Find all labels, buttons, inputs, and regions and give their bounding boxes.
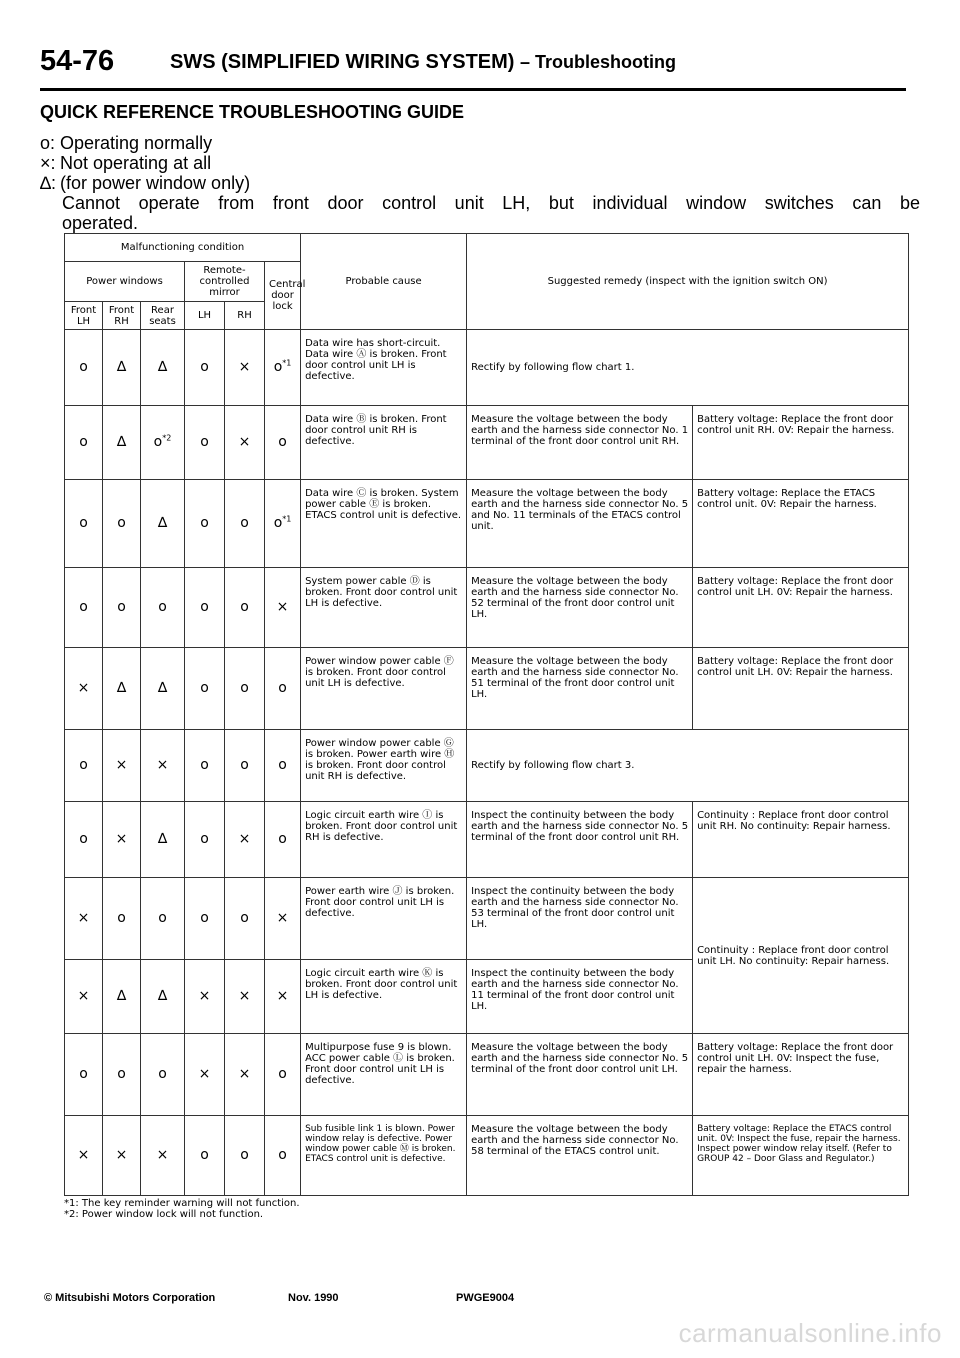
header-mirror-lh: LH [185, 302, 225, 330]
status-front-lh [65, 1034, 103, 1116]
status-symbol: × [238, 831, 251, 847]
status-symbol: o [200, 434, 209, 450]
status-symbol: ∆ [116, 988, 127, 1004]
probable-cause: Power window power cable Ⓖ is broken. Power earth wire Ⓗ is broken. Front door control unit RH is defective. [301, 730, 467, 802]
status-front-lh [65, 480, 103, 568]
status-symbol: o [200, 680, 209, 696]
status-mirror-lh [185, 730, 225, 802]
status-symbol: × [77, 910, 90, 926]
probable-cause: Logic circuit earth wire Ⓘ is broken. Front door control unit RH is defective. [301, 802, 467, 878]
status-symbol: o [158, 599, 167, 615]
status-mirror-lh [185, 1116, 225, 1196]
status-symbol: o [79, 831, 88, 847]
table-row [65, 1034, 909, 1116]
status-symbol: o [240, 910, 249, 926]
status-mirror-rh [225, 406, 265, 480]
status-symbol: × [238, 1066, 251, 1082]
status-rear-seats [141, 960, 185, 1034]
status-front-lh [65, 730, 103, 802]
status-front-rh [103, 406, 141, 480]
remedy-result: Continuity : Replace front door control unit LH. No continuity: Repair harness. [693, 878, 909, 1034]
status-mirror-lh [185, 406, 225, 480]
inspection-step: Measure the voltage between the body earth and the harness side connector No. 51 terminal of the front door control unit LH. [467, 648, 693, 730]
status-symbol: ∆ [116, 434, 127, 450]
status-symbol: o [200, 359, 209, 375]
probable-cause: Sub fusible link 1 is blown. Power window relay is defective. Power window power cable Ⓜ is broken. ETACS control unit is defective. [301, 1116, 467, 1196]
status-symbol: o [200, 1147, 209, 1163]
remedy-flow-chart: Rectify by following flow chart 3. [467, 730, 909, 802]
header-front-lh: Front LH [65, 302, 103, 330]
legend-x-symbol: ×: [40, 153, 56, 173]
status-symbol: × [156, 757, 169, 773]
remedy-result: Continuity : Replace front door control unit RH. No continuity: Repair harness. [693, 802, 909, 878]
status-front-rh [103, 1116, 141, 1196]
status-symbol: o [273, 359, 283, 375]
status-mirror-lh [185, 878, 225, 960]
status-central-lock [265, 406, 301, 480]
inspection-step: Measure the voltage between the body earth and the harness side connector No. 58 terminal of the ETACS control unit. [467, 1116, 693, 1196]
header-front-rh: Front RH [103, 302, 141, 330]
status-rear-seats [141, 330, 185, 406]
status-rear-seats [141, 648, 185, 730]
footnote-2: *2: Power window lock will not function. [64, 1209, 264, 1220]
status-symbol: o [79, 757, 88, 773]
status-symbol: × [276, 910, 289, 926]
status-central-lock [265, 648, 301, 730]
status-central-lock [265, 960, 301, 1034]
table-row [65, 406, 909, 480]
footnote-1: *1: The key reminder warning will not function. [64, 1198, 300, 1209]
probable-cause: Multipurpose fuse 9 is blown. ACC power cable Ⓛ is broken. Front door control unit LH is defective. [301, 1034, 467, 1116]
status-symbol: o [117, 910, 126, 926]
remedy-result: Battery voltage: Replace the front door control unit RH. 0V: Repair the harness. [693, 406, 909, 480]
status-symbol: × [115, 757, 128, 773]
status-mirror-rh [225, 960, 265, 1034]
status-front-lh [65, 802, 103, 878]
remedy-result: Battery voltage: Replace the front door control unit LH. 0V: Inspect the fuse, repair the harness. [693, 1034, 909, 1116]
legend-o-symbol: o: [40, 133, 56, 153]
status-central-lock [265, 730, 301, 802]
header-malfunction: Malfunctioning condition [65, 234, 301, 262]
status-symbol: ∆ [157, 831, 168, 847]
status-rear-seats [141, 1034, 185, 1116]
table-row [65, 1116, 909, 1196]
header-probable-cause: Probable cause [301, 234, 467, 330]
status-mirror-rh [225, 1116, 265, 1196]
inspection-step: Inspect the continuity between the body earth and the harness side connector No. 11 terminal of the front door control unit LH. [467, 960, 693, 1034]
status-rear-seats [141, 1116, 185, 1196]
troubleshooting-table [64, 233, 909, 1196]
footnotes [64, 1198, 300, 1220]
footnote-marker: *2 [162, 433, 172, 443]
status-mirror-lh [185, 802, 225, 878]
status-mirror-lh [185, 480, 225, 568]
probable-cause: Power earth wire Ⓙ is broken. Front door control unit LH is defective. [301, 878, 467, 960]
status-central-lock [265, 330, 301, 406]
status-mirror-rh [225, 648, 265, 730]
status-symbol: × [77, 680, 90, 696]
status-symbol: × [156, 1147, 169, 1163]
inspection-step: Measure the voltage between the body earth and the harness side connector No. 5 terminal of the front door control unit LH. [467, 1034, 693, 1116]
footer-date: Nov. 1990 [288, 1292, 339, 1304]
footnote-marker: *1 [282, 514, 292, 524]
status-front-rh [103, 878, 141, 960]
status-rear-seats [141, 878, 185, 960]
status-symbol: o [278, 831, 287, 847]
status-rear-seats [141, 802, 185, 878]
status-symbol: o [278, 1066, 287, 1082]
status-mirror-lh [185, 648, 225, 730]
status-symbol: × [276, 599, 289, 615]
remedy-flow-chart: Rectify by following flow chart 1. [467, 330, 909, 406]
legend-triangle-text-2: Cannot operate from front door control unit LH, but individual window switches can be [62, 193, 920, 213]
status-front-rh [103, 1034, 141, 1116]
remedy-result: Battery voltage: Replace the front door control unit LH. 0V: Repair the harness. [693, 648, 909, 730]
status-symbol: o [117, 515, 126, 531]
remedy-result: Battery voltage: Replace the ETACS control unit. 0V: Inspect the fuse, repair the harness. Inspect power window relay itself. (Refer to GROUP 42 – Door Glass and Regulator.) [693, 1116, 909, 1196]
status-front-rh [103, 648, 141, 730]
status-symbol: o [79, 1066, 88, 1082]
status-symbol: × [198, 988, 211, 1004]
table-row [65, 730, 909, 802]
probable-cause: Data wire has short-circuit. Data wire Ⓐ is broken. Front door control unit LH is defective. [301, 330, 467, 406]
status-mirror-rh [225, 878, 265, 960]
table-row [65, 330, 909, 406]
probable-cause: Data wire Ⓑ is broken. Front door control unit RH is defective. [301, 406, 467, 480]
remedy-result: Battery voltage: Replace the front door control unit LH. 0V: Repair the harness. [693, 568, 909, 648]
status-symbol: o [240, 1147, 249, 1163]
header-mirror-rh: RH [225, 302, 265, 330]
status-mirror-rh [225, 730, 265, 802]
watermark: carmanualsonline.info [678, 1318, 942, 1348]
status-central-lock [265, 568, 301, 648]
status-symbol: o [79, 434, 88, 450]
legend-triangle [40, 173, 920, 193]
legend-not-operating-text: Not operating at all [60, 153, 212, 173]
legend-normal-text: Operating normally [60, 133, 213, 153]
section-title: QUICK REFERENCE TROUBLESHOOTING GUIDE [40, 102, 465, 122]
status-symbol: × [115, 1147, 128, 1163]
status-front-rh [103, 330, 141, 406]
status-symbol: o [278, 680, 287, 696]
status-rear-seats [141, 406, 185, 480]
probable-cause: Power window power cable Ⓕ is broken. Front door control unit LH is defective. [301, 648, 467, 730]
table-row [65, 648, 909, 730]
status-symbol: × [276, 988, 289, 1004]
footer-copyright: © Mitsubishi Motors Corporation [44, 1292, 216, 1304]
status-mirror-lh [185, 568, 225, 648]
status-front-lh [65, 960, 103, 1034]
header-rear-seats: Rear seats [141, 302, 185, 330]
status-symbol: o [117, 599, 126, 615]
status-front-rh [103, 568, 141, 648]
status-front-lh [65, 406, 103, 480]
status-symbol: ∆ [116, 359, 127, 375]
status-front-rh [103, 480, 141, 568]
footnote-marker: *1 [282, 358, 292, 368]
status-mirror-lh [185, 960, 225, 1034]
status-symbol: × [77, 988, 90, 1004]
title-main: SWS (SIMPLIFIED WIRING SYSTEM) [170, 51, 515, 73]
status-rear-seats [141, 730, 185, 802]
status-symbol: ∆ [157, 680, 168, 696]
status-symbol: o [158, 1066, 167, 1082]
status-central-lock [265, 480, 301, 568]
status-mirror-rh [225, 330, 265, 406]
legend [40, 133, 920, 233]
header-rule [40, 88, 906, 91]
status-symbol: × [115, 831, 128, 847]
page-title [170, 51, 676, 74]
status-symbol: o [79, 515, 88, 531]
status-front-lh [65, 568, 103, 648]
status-mirror-rh [225, 802, 265, 878]
status-symbol: o [240, 757, 249, 773]
probable-cause: Data wire Ⓒ is broken. System power cable Ⓔ is broken. ETACS control unit is defective. [301, 480, 467, 568]
status-front-lh [65, 1116, 103, 1196]
status-symbol: o [158, 910, 167, 926]
legend-triangle-symbol: ∆: [40, 173, 57, 193]
status-mirror-rh [225, 568, 265, 648]
status-symbol: ∆ [157, 515, 168, 531]
status-front-lh [65, 330, 103, 406]
status-central-lock [265, 878, 301, 960]
status-front-lh [65, 878, 103, 960]
status-central-lock [265, 1116, 301, 1196]
inspection-step: Measure the voltage between the body earth and the harness side connector No. 1 terminal of the front door control unit RH. [467, 406, 693, 480]
table-row [65, 568, 909, 648]
inspection-step: Measure the voltage between the body earth and the harness side connector No. 5 and No. 11 terminals of the ETACS control unit. [467, 480, 693, 568]
inspection-step: Inspect the continuity between the body earth and the harness side connector No. 53 terminal of the front door control unit LH. [467, 878, 693, 960]
status-mirror-lh [185, 330, 225, 406]
status-front-rh [103, 802, 141, 878]
status-rear-seats [141, 480, 185, 568]
status-rear-seats [141, 568, 185, 648]
status-symbol: ∆ [157, 359, 168, 375]
status-symbol: o [200, 515, 209, 531]
status-front-rh [103, 730, 141, 802]
status-symbol: o [240, 599, 249, 615]
header-remote-mirror: Remote-controlled mirror [185, 262, 265, 302]
status-symbol: × [77, 1147, 90, 1163]
status-symbol: ∆ [157, 988, 168, 1004]
table-row [65, 480, 909, 568]
inspection-step: Measure the voltage between the body earth and the harness side connector No. 52 terminal of the front door control unit LH. [467, 568, 693, 648]
table-row [65, 878, 909, 960]
status-symbol: o [79, 599, 88, 615]
status-symbol: o [200, 599, 209, 615]
status-front-lh [65, 648, 103, 730]
status-symbol: ∆ [116, 680, 127, 696]
status-mirror-rh [225, 1034, 265, 1116]
status-symbol: o [79, 359, 88, 375]
status-mirror-rh [225, 480, 265, 568]
status-central-lock [265, 1034, 301, 1116]
header-remedy: Suggested remedy (inspect with the ignition switch ON) [467, 234, 909, 330]
status-symbol: o [200, 910, 209, 926]
header-central-lock: Central door lock [265, 262, 301, 330]
status-symbol: × [238, 988, 251, 1004]
status-symbol: × [198, 1066, 211, 1082]
status-symbol: o [278, 1147, 287, 1163]
status-symbol: o [240, 680, 249, 696]
status-symbol: o [240, 515, 249, 531]
header-power-windows: Power windows [65, 262, 185, 302]
status-symbol: × [238, 434, 251, 450]
legend-not-operating [40, 153, 920, 173]
status-symbol: o [153, 434, 163, 450]
probable-cause: Logic circuit earth wire Ⓚ is broken. Front door control unit LH is defective. [301, 960, 467, 1034]
status-symbol: × [238, 359, 251, 375]
legend-normal [40, 133, 920, 153]
probable-cause: System power cable Ⓓ is broken. Front door control unit LH is defective. [301, 568, 467, 648]
status-symbol: o [117, 1066, 126, 1082]
remedy-result: Battery voltage: Replace the ETACS control unit. 0V: Repair the harness. [693, 480, 909, 568]
status-front-rh [103, 960, 141, 1034]
status-symbol: o [278, 434, 287, 450]
status-symbol: o [200, 757, 209, 773]
page-number: 54-76 [40, 45, 115, 77]
status-mirror-lh [185, 1034, 225, 1116]
legend-triangle-text-3: operated. [62, 213, 139, 233]
status-central-lock [265, 802, 301, 878]
status-symbol: o [200, 831, 209, 847]
footer-code: PWGE9004 [456, 1292, 515, 1304]
status-symbol: o [273, 515, 283, 531]
legend-triangle-text-1: (for power window only) [60, 173, 251, 193]
status-symbol: o [278, 757, 287, 773]
title-sub: – Troubleshooting [520, 52, 677, 72]
table-row [65, 802, 909, 878]
inspection-step: Inspect the continuity between the body earth and the harness side connector No. 5 terminal of the front door control unit RH. [467, 802, 693, 878]
